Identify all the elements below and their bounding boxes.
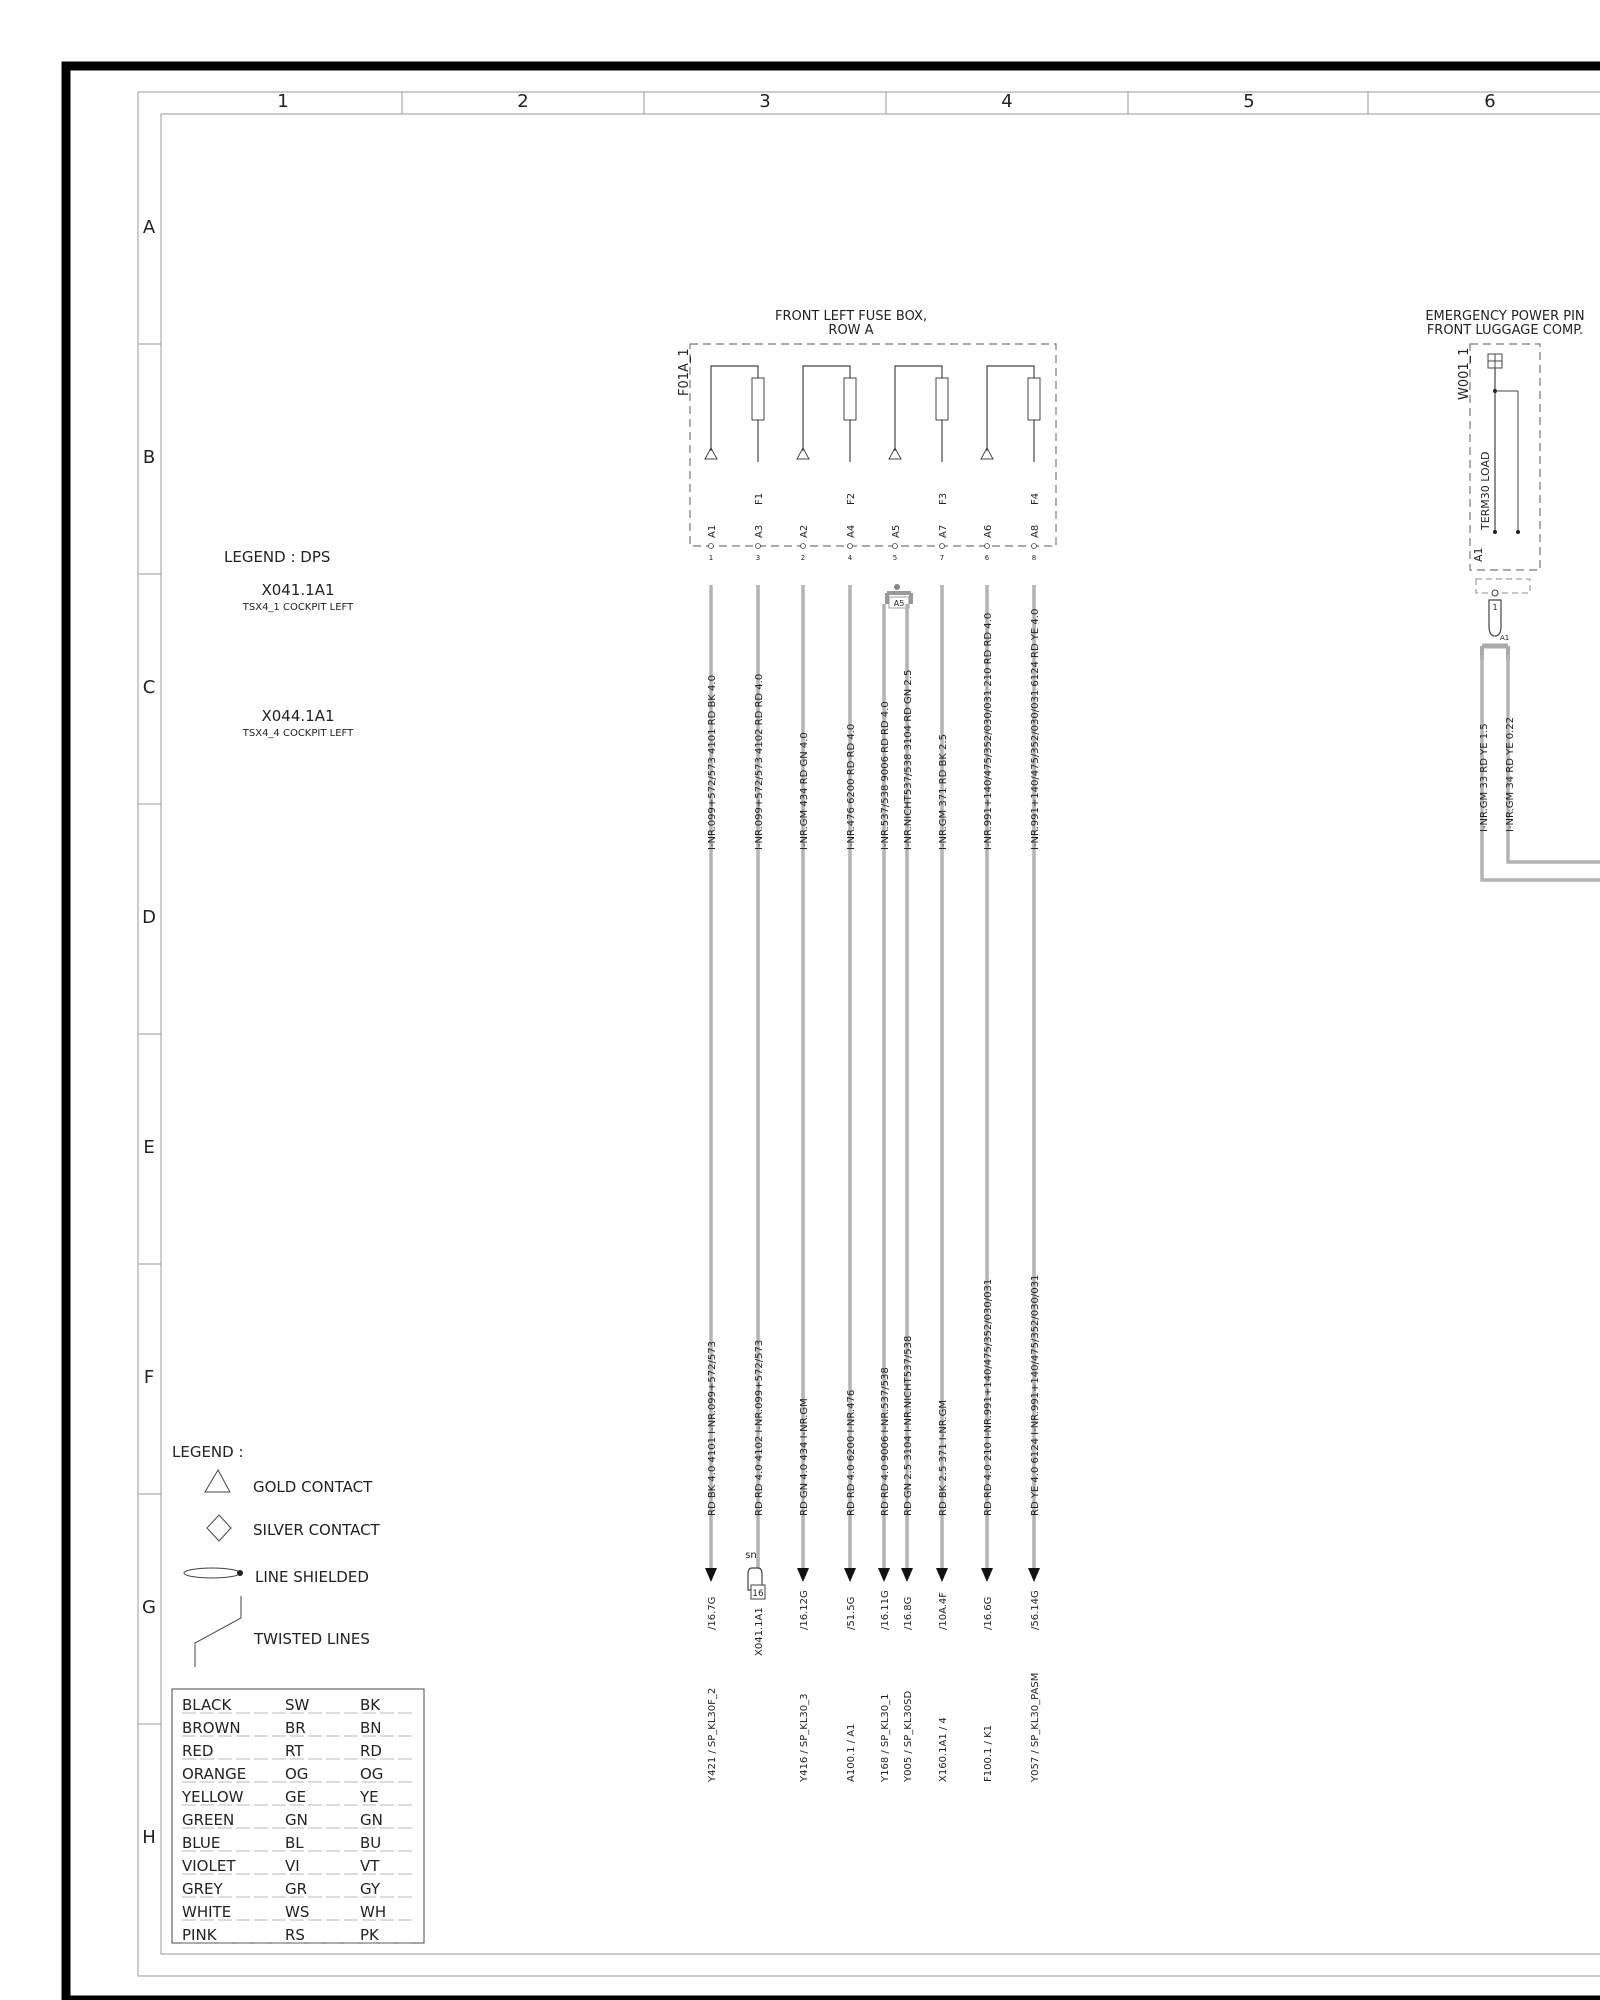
legend-dps-code-2: X044.1A1 — [261, 707, 335, 725]
arrow-down-icon — [705, 1568, 717, 1582]
row-dividers — [138, 344, 161, 1724]
row-label-f: F — [143, 1367, 155, 1388]
wire-label-bottom: RD GN 4.0 434 I-NR.GM — [799, 1398, 810, 1516]
emergency-wire-1: I-NR.GM 33 RD YE 1.5 — [1479, 723, 1490, 832]
pin-label: A1 — [707, 524, 718, 538]
column-dividers — [402, 92, 1368, 114]
color-code-en: BU — [360, 1834, 382, 1852]
fuse-box-title-1: FRONT LEFT FUSE BOX, — [774, 309, 928, 324]
row-label-c: C — [142, 677, 156, 698]
pin-label: A4 — [846, 524, 857, 538]
arrow-down-icon — [936, 1568, 948, 1582]
pin-label: A2 — [799, 524, 810, 538]
color-code-en: RD — [360, 1742, 382, 1760]
wire-6 — [901, 604, 914, 1783]
pin-label: A3 — [754, 524, 765, 538]
legend-silver: SILVER CONTACT — [253, 1521, 380, 1539]
legend-gold: GOLD CONTACT — [253, 1478, 373, 1496]
pin-terminal — [756, 544, 761, 549]
arrow-down-icon — [901, 1568, 913, 1582]
grid-inner-border — [161, 114, 1600, 1954]
wire-label-top: I-NR.991+140/475/352/030/031 210 RD RD 4.0 — [983, 612, 994, 850]
emergency-conn-pin: 1 — [1492, 603, 1498, 612]
emergency-pin: A1 — [1472, 547, 1485, 562]
pin-label: A8 — [1030, 524, 1041, 538]
row-labels — [142, 217, 156, 1848]
pin-terminal — [801, 544, 806, 549]
fuse-pin-a1 — [707, 525, 718, 562]
col-label-2: 2 — [517, 91, 529, 112]
emergency-wire-2: I-NR.GM 34 RD YE 0.22 — [1505, 717, 1516, 832]
wire-ref: /51.5G — [846, 1596, 857, 1630]
wire-label-bottom: RD BK 2.5 371 I-NR.GM — [938, 1400, 949, 1516]
pin-number: 5 — [892, 554, 898, 562]
color-row — [182, 1811, 415, 1829]
color-code-en: VT — [360, 1857, 380, 1875]
fuse-pins — [707, 525, 1041, 562]
col-label-3: 3 — [759, 91, 771, 112]
wire-label-top: I-NR.991+140/475/352/030/031 6124 RD YE 4.0 — [1030, 608, 1041, 850]
legend-dps — [224, 548, 354, 739]
wire-destination: X160.1A1 / 4 — [938, 1717, 949, 1782]
pin-terminal — [985, 544, 990, 549]
arrow-down-icon — [844, 1568, 856, 1582]
col-label-6: 6 — [1484, 91, 1496, 112]
splice-label: A5 — [893, 599, 905, 608]
fuse-pair-f2 — [797, 366, 857, 505]
color-row — [182, 1696, 415, 1714]
connector-x041 — [745, 1550, 765, 1599]
color-code-en: BK — [360, 1696, 381, 1714]
connector-pin: 16 — [752, 1589, 764, 1599]
wire-9 — [1028, 585, 1041, 1783]
row-label-e: E — [143, 1137, 155, 1158]
color-row — [182, 1857, 415, 1875]
gold-contact-icon — [205, 1470, 230, 1492]
color-code-de: WS — [285, 1903, 310, 1921]
color-row — [182, 1742, 415, 1760]
col-label-4: 4 — [1001, 91, 1013, 112]
wire-5 — [878, 604, 891, 1783]
color-row — [182, 1834, 415, 1852]
fuse-box — [677, 309, 1056, 562]
wire-1 — [705, 585, 718, 1783]
wire-label-bottom: RD YE 4.0 6124 I-NR.991+140/475/352/030/031 — [1030, 1274, 1041, 1516]
fuse-icon — [1028, 378, 1040, 420]
pin-terminal — [893, 544, 898, 549]
emergency-title-2: FRONT LUGGAGE COMP. — [1426, 323, 1584, 338]
pin-number: 7 — [939, 554, 945, 562]
color-name: VIOLET — [182, 1857, 236, 1875]
fuse-pin-a5 — [891, 525, 902, 562]
fuse-pair-f1 — [705, 366, 765, 505]
wire-destination: Y057 / SP_KL30_PASM — [1030, 1672, 1041, 1782]
color-code-de: GN — [285, 1811, 308, 1829]
color-name: YELLOW — [182, 1788, 244, 1806]
wire-destination: X041.1A1 — [754, 1607, 765, 1656]
grid-outer-border — [138, 92, 1600, 1976]
wire-label-bottom: RD RD 4.0 6200 I-NR.476 — [846, 1389, 857, 1516]
fuse-icon — [752, 378, 764, 420]
color-code-de: GE — [285, 1788, 307, 1806]
twisted-lines-icon — [195, 1596, 241, 1667]
fuse-box-outline — [690, 344, 1056, 546]
wire-4 — [844, 585, 857, 1782]
wire-label-top: I-NR.099+572/573 4102 RD RD 4.0 — [754, 673, 765, 850]
color-row — [182, 1926, 415, 1944]
color-name: BROWN — [182, 1719, 241, 1737]
color-code-en: BN — [360, 1719, 382, 1737]
pin-label: A5 — [891, 524, 902, 538]
pin-terminal — [709, 544, 714, 549]
wire-8 — [981, 585, 994, 1782]
col-label-5: 5 — [1243, 91, 1255, 112]
pin-label: A6 — [983, 524, 994, 538]
emergency-title-1: EMERGENCY POWER PIN — [1425, 309, 1585, 324]
shielded-line-icon — [184, 1568, 240, 1578]
fuse-pin-a8 — [1030, 525, 1041, 562]
pin-number: 8 — [1031, 554, 1037, 562]
wire-destination: F100.1 / K1 — [983, 1724, 994, 1782]
fuse-icon — [844, 378, 856, 420]
color-code-de: VI — [285, 1857, 300, 1875]
fuse-label: F4 — [1030, 492, 1041, 505]
legend-symbols — [172, 1443, 381, 1667]
color-name: PINK — [182, 1926, 217, 1944]
color-row — [181, 1788, 415, 1806]
wires — [705, 585, 1041, 1783]
legend-shielded: LINE SHIELDED — [255, 1568, 369, 1586]
fuse-pin-a2 — [799, 525, 810, 562]
pin-number: 4 — [847, 554, 853, 562]
color-code-en: OG — [360, 1765, 384, 1783]
pin-terminal — [1032, 544, 1037, 549]
emergency-term: TERM30 LOAD — [1479, 451, 1492, 530]
color-code-en: WH — [360, 1903, 387, 1921]
fuse-pin-a3 — [754, 525, 765, 562]
color-name: BLACK — [182, 1696, 232, 1714]
arrow-down-icon — [797, 1568, 809, 1582]
legend-title: LEGEND : — [172, 1443, 244, 1461]
wire-label-top: I-NR.GM 371 RD BK 2.5 — [938, 734, 949, 850]
wire-label-bottom: RD RD 4.0 210 I-NR.991+140/475/352/030/031 — [983, 1278, 994, 1516]
connector-sn-label: sn — [745, 1550, 757, 1561]
silver-contact-icon — [207, 1515, 231, 1541]
pin-terminal — [848, 544, 853, 549]
color-code-en: GY — [360, 1880, 381, 1898]
fuse-pin-a7 — [938, 525, 949, 562]
wire-label-top: I-NR.476 6200 RD RD 4.0 — [846, 723, 857, 850]
row-label-g: G — [142, 1597, 156, 1618]
wire-label-top: I-NR.GM 434 RD GN 4.0 — [799, 732, 810, 850]
arrow-down-icon — [981, 1568, 993, 1582]
emergency-power-pin — [1425, 309, 1600, 880]
color-code-de: OG — [285, 1765, 309, 1783]
pin-number: 2 — [800, 554, 806, 562]
fuse-symbols — [705, 366, 1041, 505]
row-label-a: A — [142, 217, 156, 238]
arrow-down-icon — [1028, 1568, 1040, 1582]
color-code-de: RT — [285, 1742, 304, 1760]
wire-label-bottom: RD RD 4.0 9006 I-NR.537/538 — [880, 1367, 891, 1516]
emergency-id: W001_1 — [1457, 347, 1472, 400]
wire-ref: /16.12G — [799, 1590, 810, 1630]
fuse-label: F2 — [846, 492, 857, 505]
wire-destination: Y416 / SP_KL30_3 — [799, 1693, 810, 1782]
wire-2 — [754, 585, 765, 1656]
wire-label-bottom: RD BK 4.0 4101 I-NR.099+572/573 — [707, 1341, 718, 1516]
pin-number: 1 — [708, 554, 714, 562]
color-row — [182, 1903, 415, 1921]
wire-label-top: I-NR.NICHT537/538 3104 RD GN 2.5 — [903, 669, 914, 850]
pin-number: 6 — [984, 554, 990, 562]
fuse-pair-f3 — [889, 366, 949, 505]
wire-label-top: I-NR.537/538 9006 RD RD 4.0 — [880, 701, 891, 850]
color-name: BLUE — [182, 1834, 221, 1852]
color-row — [182, 1880, 415, 1898]
wire-ref: /56.14G — [1030, 1590, 1041, 1630]
fuse-label: F3 — [938, 492, 949, 505]
color-code-table — [172, 1689, 424, 1944]
wire-destination: Y168 / SP_KL30_1 — [880, 1693, 891, 1782]
wire-label-bottom: RD GN 2.5 3104 I-NR.NICHT537/538 — [903, 1335, 914, 1516]
wire-ref: /16.7G — [707, 1596, 718, 1630]
color-code-en: YE — [360, 1788, 379, 1806]
color-code-en: PK — [360, 1926, 379, 1944]
fuse-pin-a4 — [846, 525, 857, 562]
wire-label-bottom: RD RD 4.0 4102 I-NR.099+572/573 — [754, 1339, 765, 1516]
color-code-de: BR — [285, 1719, 306, 1737]
legend-dps-desc-2: TSX4_4 COCKPIT LEFT — [242, 728, 354, 739]
row-label-b: B — [142, 447, 156, 468]
color-code-en: GN — [360, 1811, 383, 1829]
fuse-pin-a6 — [983, 525, 994, 562]
wire-destination: Y005 / SP_KL30SD — [903, 1690, 914, 1782]
row-label-d: D — [142, 907, 156, 928]
wire-7 — [936, 585, 949, 1782]
wire-destination: A100.1 / A1 — [846, 1723, 857, 1782]
fuse-box-id: F01A_1 — [677, 348, 692, 396]
color-name: RED — [182, 1742, 214, 1760]
wire-label-top: I-NR.099+572/573 4101 RD BK 4.0 — [707, 675, 718, 850]
color-name: GREY — [182, 1880, 223, 1898]
col-label-1: 1 — [277, 91, 289, 112]
color-name: WHITE — [182, 1903, 232, 1921]
color-row — [182, 1719, 415, 1737]
color-code-de: GR — [285, 1880, 308, 1898]
wire-ref: /16.8G — [903, 1596, 914, 1630]
fuse-label: F1 — [754, 492, 765, 505]
legend-twisted: TWISTED LINES — [254, 1630, 370, 1648]
wire-ref: /10A.4F — [938, 1591, 949, 1630]
row-label-h: H — [142, 1827, 156, 1848]
pin-label: A7 — [938, 524, 949, 538]
wire-ref: /16.6G — [983, 1596, 994, 1630]
fuse-pair-f4 — [981, 366, 1041, 505]
legend-dps-code-1: X041.1A1 — [261, 581, 335, 599]
color-name: GREEN — [182, 1811, 235, 1829]
pin-terminal — [940, 544, 945, 549]
wire-3 — [797, 585, 810, 1783]
emergency-conn-label: A1 — [1500, 634, 1510, 642]
color-code-de: RS — [285, 1926, 305, 1944]
legend-dps-title: LEGEND : DPS — [224, 548, 331, 566]
arrow-down-icon — [878, 1568, 890, 1582]
color-row — [182, 1765, 415, 1783]
fuse-box-title-2: ROW A — [828, 323, 874, 338]
wire-destination: Y421 / SP_KL30F_2 — [707, 1687, 718, 1782]
color-code-de: BL — [285, 1834, 304, 1852]
pin-number: 3 — [755, 554, 761, 562]
color-code-de: SW — [285, 1696, 310, 1714]
legend-dps-desc-1: TSX4_1 COCKPIT LEFT — [242, 602, 354, 613]
wire-ref: /16.11G — [880, 1590, 891, 1630]
color-name: ORANGE — [182, 1765, 247, 1783]
fuse-icon — [936, 378, 948, 420]
